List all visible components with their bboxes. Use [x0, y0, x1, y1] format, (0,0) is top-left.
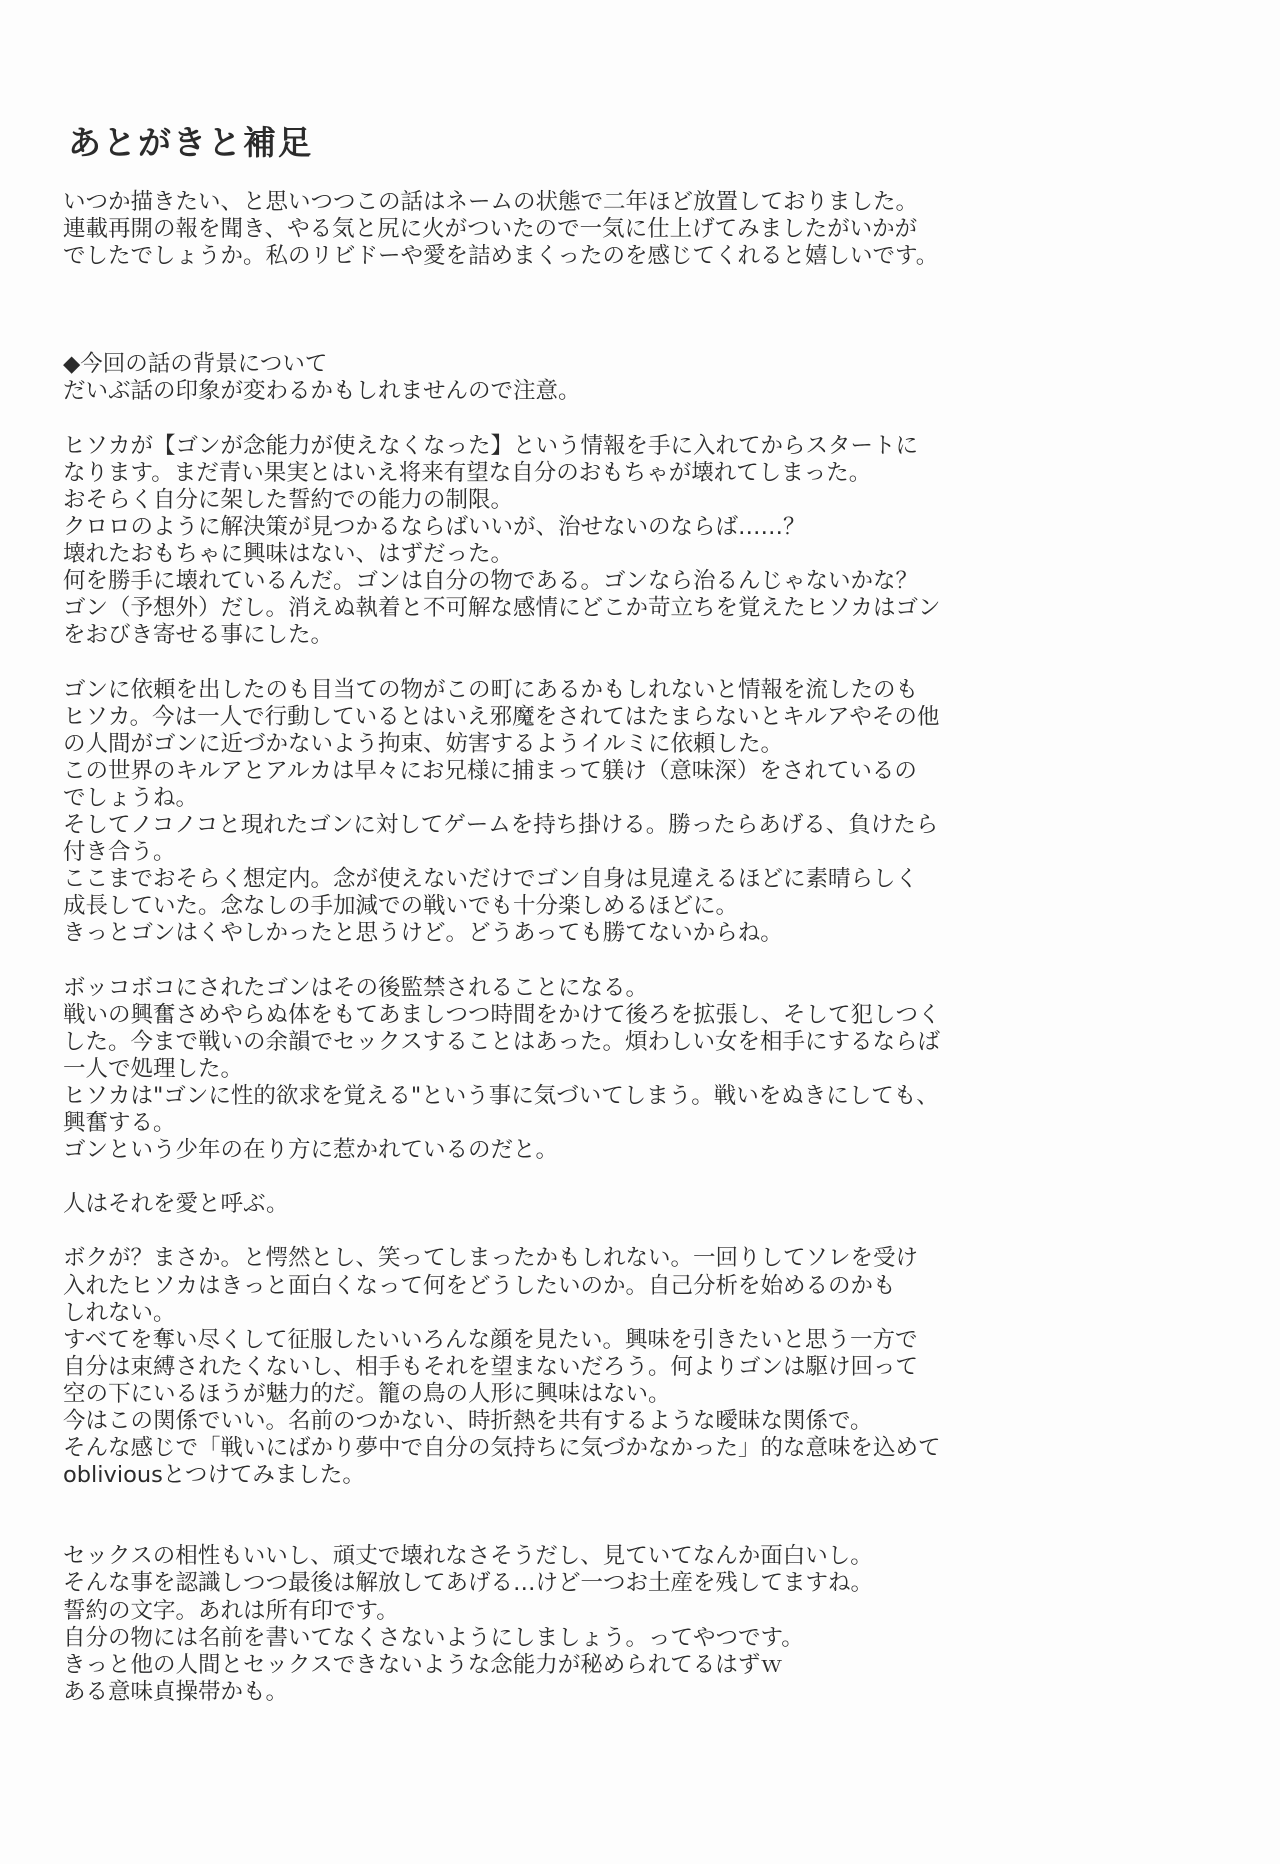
text-line: きっとゴンはくやしかったと思うけど。どうあっても勝てないからね。	[63, 920, 783, 947]
text-line: クロロのように解決策が見つかるならばいいが、治せないのならば……？	[63, 513, 806, 540]
text-line: 人はそれを愛と呼ぶ。	[63, 1191, 289, 1218]
text-line: 入れたヒソカはきっと面白くなって何をどうしたいのか。自己分析を始めるのかも	[63, 1272, 896, 1299]
paragraph-2	[63, 677, 1213, 948]
text-line: セックスの相性もいいし、頑丈で壊れなさそうだし、見ていてなんか面白いし。	[63, 1543, 873, 1570]
paragraph-3	[63, 975, 1213, 1165]
text-line: ある意味貞操帯かも。	[63, 1678, 289, 1705]
text-line: 一人で処理した。	[63, 1055, 244, 1082]
paragraph-6	[63, 1543, 1213, 1706]
text-line: でしょうね。	[63, 784, 199, 811]
text-line: ゴン（予想外）だし。消えぬ執着と不可解な感情にどこか苛立ちを覚えたヒソカはゴン	[63, 595, 941, 622]
text-line: 自分の物には名前を書いてなくさないようにしましょう。ってやつです。	[63, 1624, 804, 1651]
afterword-body	[63, 189, 1213, 1706]
text-line: そんな感じで「戦いにばかり夢中で自分の気持ちに気づかなかった」的な意味を込めて	[63, 1435, 941, 1462]
text-line: ボッコボコにされたゴンはその後監禁されることになる。	[63, 974, 649, 1001]
text-line: 成長していた。念なしの手加減での戦いでも十分楽しめるほどに。	[63, 893, 739, 920]
text-line: ヒソカは"ゴンに性的欲求を覚える"という事に気づいてしまう。戦いをぬきにしても、	[63, 1082, 939, 1109]
text-line: ゴンという少年の在り方に惹かれているのだと。	[63, 1137, 559, 1164]
text-line: 今はこの関係でいい。名前のつかない、時折熱を共有するような曖昧な関係で。	[63, 1408, 873, 1435]
text-line: 何を勝手に壊れているんだ。ゴンは自分の物である。ゴンなら治るんじゃないかな？	[63, 568, 919, 595]
text-line: 空の下にいるほうが魅力的だ。籠の鳥の人形に興味はない。	[63, 1380, 671, 1407]
text-line: いつか描きたい、と思いつつこの話はネームの状態で二年ほど放置しておりました。	[63, 189, 919, 215]
text-line: 壊れたおもちゃに興味はない、はずだった。	[63, 541, 514, 568]
section-heading: ◆今回の話の背景について	[63, 351, 328, 378]
text-line: した。今まで戦いの余韻でセックスすることはあった。煩わしい女を相手にするならば	[63, 1028, 941, 1055]
text-line: この世界のキルアとアルカは早々にお兄様に捕まって躾け（意味深）をされているの	[63, 757, 917, 784]
section-header	[63, 351, 1213, 405]
text-line: そんな事を認識しつつ最後は解放してあげる…けど一つお土産を残してますね。	[63, 1570, 874, 1597]
text-line: そしてノコノコと現れたゴンに対してゲームを持ち掛ける。勝ったらあげる、負けたら	[63, 811, 939, 838]
text-line: でしたでしょうか。私のリビドーや愛を詰めまくったのを感じてくれると嬉しいです。	[63, 243, 939, 270]
text-line: 戦いの興奮さめやらぬ体をもてあましつつ時間をかけて後ろを拡張し、そして犯しつく	[63, 1001, 941, 1028]
text-line: 付き合う。	[63, 839, 176, 866]
text-line: をおびき寄せる事にした。	[63, 622, 334, 649]
paragraph-4	[63, 1191, 1213, 1218]
text-line: おそらく自分に架した誓約での能力の制限。	[63, 486, 514, 513]
text-line: ヒソカ。今は一人で行動しているとはいえ邪魔をされてはたまらないとキルアやその他	[63, 703, 940, 730]
page-title: あとがきと補足	[68, 123, 313, 162]
intro-paragraph	[63, 189, 1213, 270]
text-line: ボクが？まさか。と愕然とし、笑ってしまったかもしれない。一回りしてソレを受け	[63, 1245, 919, 1272]
text-line: ゴンに依頼を出したのも目当ての物がこの町にあるかもしれないと情報を流したのも	[63, 676, 919, 703]
paragraph-5	[63, 1245, 1213, 1489]
text-line: 自分は束縛されたくないし、相手もそれを望まないだろう。何よりゴンは駆け回って	[63, 1353, 919, 1380]
text-line: すべてを奪い尽くして征服したいいろんな顔を見たい。興味を引きたいと思う一方で	[63, 1326, 918, 1353]
text-line: ヒソカが【ゴンが念能力が使えなくなった】という情報を手に入れてからスタートに	[63, 432, 919, 459]
text-line: の人間がゴンに近づかないよう拘束、妨害するようイルミに依頼した。	[63, 730, 784, 757]
section-note: だいぶ話の印象が変わるかもしれませんので注意。	[63, 378, 581, 405]
text-line: きっと他の人間とセックスできないような念能力が秘められてるはずｗ	[63, 1651, 783, 1678]
text-line: しれない。	[63, 1299, 176, 1326]
text-line: なります。まだ青い果実とはいえ将来有望な自分のおもちゃが壊れてしまった。	[63, 459, 872, 486]
text-line: 誓約の文字。あれは所有印です。	[63, 1597, 399, 1624]
text-line: 連載再開の報を聞き、やる気と尻に火がついたので一気に仕上げてみましたがいかが	[63, 216, 918, 243]
text-line: obliviousとつけてみました。	[63, 1462, 365, 1489]
text-line: ここまでおそらく想定内。念が使えないだけでゴン自身は見違えるほどに素晴らしく	[63, 866, 919, 893]
text-line: 興奮する。	[63, 1110, 176, 1136]
paragraph-1	[63, 433, 1213, 650]
